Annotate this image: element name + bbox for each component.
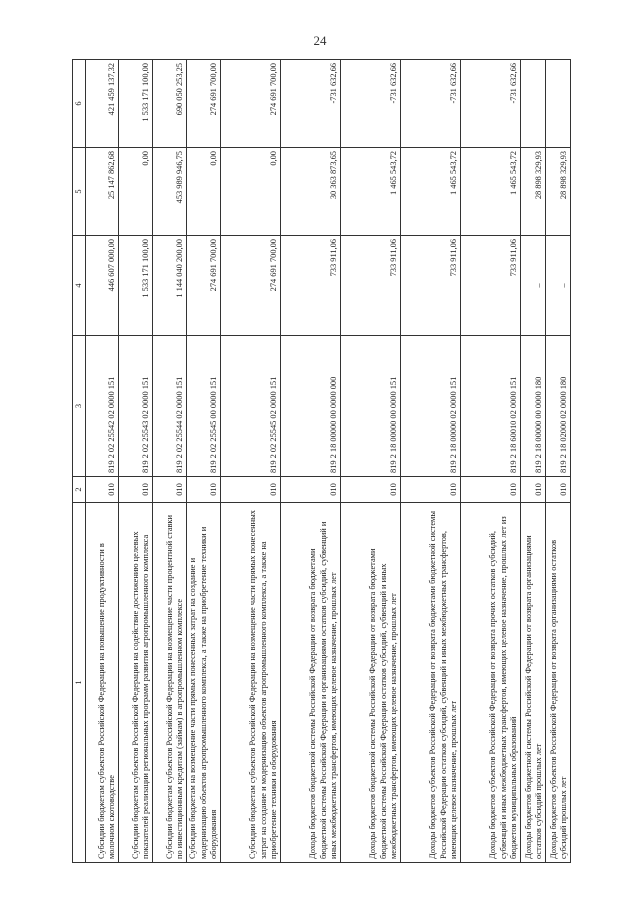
row-value-col5: 1 465 543,72 [341,148,401,236]
row-value-col4: 274 691 700,00 [187,236,221,336]
row-value-col4: 1 533 171 100,00 [119,236,153,336]
row-description: Доходы бюджетов бюджетной системы Российской Федерации от возврата бюджетами бюджетной системы Российской Федерации и организациями остатков субсидий, субвенций и иных межбюджетных трансфертов, имеющих целевое назначение, прошлых лет [281,503,341,863]
table-row [341,60,401,863]
table-row [281,60,341,863]
row-budget-code: 819 2 18 00000 02 0000 151 [401,336,461,477]
table-row [401,60,461,863]
row-code: 010 [281,477,341,503]
row-code: 010 [461,477,521,503]
row-value-col4: 733 911,06 [461,236,521,336]
row-value-col5: 25 147 862,68 [86,148,119,236]
row-value-col4: – [521,236,546,336]
row-budget-code: 819 2 02 25542 02 0000 151 [86,336,119,477]
table-row [86,60,119,863]
row-budget-code: 819 2 18 00000 00 0000 000 [281,336,341,477]
table-row [221,60,281,863]
rotated-table-frame [72,60,568,863]
table-row [187,60,221,863]
row-code: 010 [341,477,401,503]
row-value-col6: 421 459 137,32 [86,60,119,148]
row-value-col6: 274 691 700,00 [187,60,221,148]
row-description: Субсидии бюджетам субъектов Российской Федерации на повышение продуктивности в молочном скотоводстве [86,503,119,863]
row-value-col4: – [546,236,571,336]
row-description: Доходы бюджетов субъектов Российской Федерации от возврата прочих остатков субсидий, субвенций и иных межбюджетных трансфертов, имеющих целевое назначение, прошлых лет из бюджетов муниципальных образований [461,503,521,863]
row-code: 010 [401,477,461,503]
row-value-col5: 453 989 946,75 [153,148,187,236]
table-row [521,60,546,863]
column-header-4: 4 [73,236,86,336]
table-header-row [73,60,86,863]
row-value-col6 [521,60,546,148]
row-budget-code: 819 2 02 25545 02 0000 151 [221,336,281,477]
row-description: Доходы бюджетов субъектов Российской Федерации от возврата организациями остатков субсидий прошлых лет [546,503,571,863]
column-header-5: 5 [73,148,86,236]
row-code: 010 [546,477,571,503]
row-value-col6: 1 533 171 100,00 [119,60,153,148]
row-value-col4: 733 911,06 [341,236,401,336]
row-budget-code: 819 2 02 25543 02 0000 151 [119,336,153,477]
row-budget-code: 819 2 18 60010 02 0000 151 [461,336,521,477]
row-value-col5: 30 363 873,65 [281,148,341,236]
row-value-col5: 1 465 543,72 [401,148,461,236]
row-code: 010 [221,477,281,503]
row-budget-code: 819 2 02 25545 00 0000 151 [187,336,221,477]
row-description: Субсидии бюджетам на возмещение части прямых понесенных затрат на создание и модернизацию объектов агропромышленного комплекса, а также на приобретение техники и оборудования [187,503,221,863]
row-value-col5: 28 898 329,93 [521,148,546,236]
table-row [546,60,571,863]
table-container [72,60,568,863]
row-value-col6: -731 632,66 [461,60,521,148]
row-description: Доходы бюджетов субъектов Российской Федерации от возврата бюджетами бюджетной системы Российской Федерации остатков субсидий, субвенций и иных межбюджетных трансфертов, имеющих целевое назначение, прошлых лет [401,503,461,863]
row-budget-code: 819 2 18 00000 00 0000 180 [521,336,546,477]
row-value-col4: 1 144 040 200,00 [153,236,187,336]
row-description: Доходы бюджетов бюджетной системы Российской Федерации от возврата бюджетами бюджетной системы Российской Федерации остатков субсидий, субвенций и иных межбюджетных трансфертов, имеющих целевое назначение, прошлых лет [341,503,401,863]
row-description: Субсидии бюджетам субъектов Российской Федерации на возмещение части прямых понесенных затрат на создание и модернизацию объектов агропромышленного комплекса, а также на приобретение техники и оборудования [221,503,281,863]
row-value-col6 [546,60,571,148]
row-budget-code: 819 2 18 00000 00 0000 151 [341,336,401,477]
column-header-6: 6 [73,60,86,148]
row-value-col5: 0,00 [119,148,153,236]
row-value-col6: 690 050 253,25 [153,60,187,148]
row-description: Субсидии бюджетам субъектов Российской Федерации на содействие достижению целевых показателей реализации региональных программ развития агропромышленного комплекса [119,503,153,863]
row-description: Доходы бюджетов бюджетной системы Российской Федерации от возврата организациями остатков субсидий прошлых лет [521,503,546,863]
column-header-1: 1 [73,503,86,863]
table-row [119,60,153,863]
row-value-col6: -731 632,66 [281,60,341,148]
row-value-col6: 274 691 700,00 [221,60,281,148]
row-value-col6: -731 632,66 [401,60,461,148]
page-number: 24 [313,33,327,48]
budget-table [72,59,571,863]
table-row [153,60,187,863]
row-budget-code: 819 2 18 02000 02 0000 180 [546,336,571,477]
row-code: 010 [119,477,153,503]
row-code: 010 [86,477,119,503]
table-row [461,60,521,863]
column-header-3: 3 [73,336,86,477]
row-code: 010 [521,477,546,503]
row-code: 010 [187,477,221,503]
row-value-col6: -731 632,66 [341,60,401,148]
row-value-col5: 1 465 543,72 [461,148,521,236]
row-value-col5: 0,00 [187,148,221,236]
column-header-2: 2 [73,477,86,503]
row-value-col5: 28 898 329,93 [546,148,571,236]
row-value-col4: 733 911,06 [401,236,461,336]
row-code: 010 [153,477,187,503]
row-description: Субсидии бюджетам субъектов Российской Федерации на возмещение части процентной ставки по инвестиционным кредитам (займам) в агропромышленном комплексе [153,503,187,863]
row-value-col5: 0,00 [221,148,281,236]
row-budget-code: 819 2 02 25544 02 0000 151 [153,336,187,477]
row-value-col4: 274 691 700,00 [221,236,281,336]
row-value-col4: 446 607 000,00 [86,236,119,336]
row-value-col4: 733 911,06 [281,236,341,336]
